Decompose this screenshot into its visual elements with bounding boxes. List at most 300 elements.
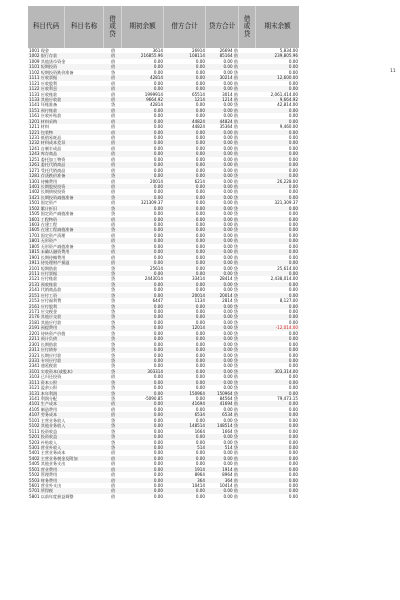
cell-credit-total: 20014 贷 <box>219 292 238 298</box>
cell-debit-total: 0.00 <box>195 129 205 135</box>
cell-direction: 借 <box>110 466 116 472</box>
cell-opening-balance: 0.00 <box>153 222 163 227</box>
cell-direction: 借 <box>110 200 116 206</box>
cell-credit-total: 0.00 贷 <box>223 243 238 249</box>
cell-credit-total: 0.00 贷 <box>223 341 238 347</box>
cell-debit-total: 514 <box>197 444 205 450</box>
cell-opening-balance: 0.00 <box>153 466 163 472</box>
cell-opening-balance: 0.00 <box>153 488 163 494</box>
cell-closing-balance: 12,600.00 <box>277 75 298 81</box>
cell-opening-balance: 0.00 <box>153 151 163 157</box>
cell-closing-balance: 0.00 <box>288 379 298 385</box>
cell-debit-total: 0.00 <box>195 357 205 363</box>
cell-opening-balance: 0.00 <box>153 183 163 189</box>
cell-opening-balance: 0.00 <box>153 156 163 162</box>
cell-credit-total: 0.00 贷 <box>223 205 238 211</box>
cell-opening-balance: 0.00 <box>153 483 163 488</box>
cell-opening-balance: 0.00 <box>153 319 163 325</box>
cell-credit-total: 0.00 贷 <box>223 194 238 200</box>
cell-direction: 贷 <box>110 396 116 401</box>
cell-account: 1101 短期投资 <box>29 64 58 70</box>
cell-direction: 借 <box>110 232 116 238</box>
cell-debit-total: 20014 <box>191 292 205 298</box>
cell-opening-balance: 0.00 <box>153 493 163 499</box>
cell-debit-total: 0.00 <box>195 341 205 347</box>
cell-credit-total: 0.00 贷 <box>223 330 238 336</box>
table-row <box>28 494 299 499</box>
cell-credit-total: 0.00 贷 <box>223 417 238 423</box>
cell-opening-balance: 0.00 <box>153 205 163 211</box>
cell-opening-balance: 0.00 <box>153 243 163 249</box>
cell-credit-total: 0.00 贷 <box>223 379 238 385</box>
cell-direction: 贷 <box>110 281 116 287</box>
cell-credit-total: 0.00 借 <box>223 222 238 227</box>
cell-credit-total: 0.00 借 <box>223 450 238 456</box>
cell-debit-total: 0.00 <box>195 336 205 342</box>
cell-opening-balance: 0.00 <box>153 189 163 195</box>
cell-opening-balance: 0.00 <box>153 270 163 276</box>
cell-credit-total: 0.00 贷 <box>223 357 238 363</box>
cell-closing-balance: 0.00 <box>288 385 298 391</box>
cell-direction: 借 <box>110 162 116 168</box>
cell-opening-balance: 0.00 <box>153 69 163 75</box>
cell-debit-total: 12014 <box>191 325 205 331</box>
cell-account: 5301 营业外收入 <box>29 444 62 450</box>
cell-closing-balance: 0.00 <box>288 162 298 168</box>
cell-credit-total: 0.00 贷 <box>223 347 238 353</box>
cell-debit-total: 0.00 <box>195 303 205 309</box>
cell-direction: 贷 <box>110 194 116 200</box>
cell-account: 3111 资本公积 <box>29 379 58 385</box>
cell-debit-total: 0.00 <box>195 107 205 113</box>
cell-account: 1243 库存商品 <box>29 151 58 157</box>
cell-direction: 借 <box>110 488 116 494</box>
cell-opening-balance: 0.00 <box>153 423 163 429</box>
cell-credit-total: 0.00 贷 <box>223 319 238 325</box>
cell-closing-balance: 0.00 <box>288 232 298 238</box>
header-direction-opening: 借 或 贷 <box>104 6 122 48</box>
header-account-code: 科目代码 <box>28 6 65 48</box>
cell-credit-total: 0.00 贷 <box>223 265 238 271</box>
cell-credit-total: 0.00 借 <box>223 113 238 119</box>
cell-account: 1815 未确认融资费用 <box>29 249 70 255</box>
cell-direction: 贷 <box>110 292 116 298</box>
cell-opening-balance: 0.00 <box>153 118 163 124</box>
cell-opening-balance: 0.00 <box>153 249 163 255</box>
cell-debit-total: 0.00 <box>195 86 205 92</box>
cell-closing-balance: 0.00 <box>288 156 298 162</box>
cell-closing-balance: 0.00 <box>288 472 298 478</box>
cell-account: 2331 专项应付款 <box>29 357 62 363</box>
cell-closing-balance: 0.00 <box>288 488 298 494</box>
cell-debit-total: 44824 <box>191 124 205 130</box>
cell-account: 2211 预计负债 <box>29 336 58 342</box>
cell-direction: 借 <box>110 401 116 407</box>
cell-debit-total: 0.00 <box>195 211 205 217</box>
cell-debit-total: 0.00 <box>195 69 205 75</box>
cell-closing-balance: 0.00 <box>288 444 298 450</box>
cell-opening-balance: 0.00 <box>153 227 163 233</box>
cell-credit-total: 0.00 借 <box>223 151 238 157</box>
cell-direction: 借 <box>110 178 116 184</box>
cell-direction: 贷 <box>110 336 116 342</box>
cell-account: 1301 待摊费用 <box>29 178 58 184</box>
cell-direction: 借 <box>110 48 116 53</box>
cell-debit-total: 0.00 <box>195 309 205 314</box>
cell-closing-balance: 0.00 <box>288 406 298 412</box>
cell-closing-balance: 0.00 <box>288 118 298 124</box>
cell-direction: 贷 <box>110 417 116 423</box>
cell-opening-balance: 0.00 <box>153 428 163 434</box>
cell-direction: 贷 <box>110 325 116 331</box>
cell-direction: 贷 <box>110 314 116 320</box>
cell-closing-balance: 42,814.00 <box>277 102 298 108</box>
cell-closing-balance: 0.00 <box>288 330 298 336</box>
cell-direction: 借 <box>110 412 116 418</box>
cell-debit-total: 0.00 <box>195 461 205 467</box>
cell-credit-total: 1664 贷 <box>222 428 238 434</box>
cell-account: 3141 利润分配 <box>29 396 58 401</box>
cell-direction: 贷 <box>110 265 116 271</box>
cell-closing-balance: 0.00 <box>288 194 298 200</box>
cell-direction: 贷 <box>110 309 116 314</box>
cell-direction: 借 <box>110 249 116 255</box>
cell-credit-total: 0.00 借 <box>223 58 238 64</box>
cell-direction: 借 <box>110 167 116 173</box>
cell-opening-balance: 0.00 <box>153 385 163 391</box>
cell-account: 1151 预付账款 <box>29 107 58 113</box>
cell-credit-total: 0.00 贷 <box>223 325 238 331</box>
cell-direction: 贷 <box>110 347 116 353</box>
cell-debit-total: 0.00 <box>195 270 205 276</box>
cell-account: 2121 应付账款 <box>29 276 58 282</box>
cell-closing-balance: 8,127.00 <box>279 298 298 304</box>
cell-debit-total: 0.00 <box>195 260 205 266</box>
cell-opening-balance: 0.00 <box>153 406 163 412</box>
cell-direction: 借 <box>110 260 116 266</box>
header-closing-balance: 期末余额 <box>264 22 291 31</box>
cell-opening-balance: 0.00 <box>153 363 163 369</box>
cell-opening-balance: 0.00 <box>153 86 163 92</box>
cell-direction: 借 <box>110 145 116 151</box>
cell-credit-total: 0.00 贷 <box>223 303 238 309</box>
cell-credit-total: 41694 借 <box>219 401 238 407</box>
cell-credit-total: 85164 借 <box>219 53 238 59</box>
cell-opening-balance: 6447 <box>152 298 163 304</box>
cell-credit-total: 0.00 借 <box>223 260 238 266</box>
cell-debit-total: 0.00 <box>195 493 205 499</box>
cell-opening-balance: 0.00 <box>153 379 163 385</box>
cell-opening-balance: 0.00 <box>153 434 163 440</box>
cell-opening-balance: 0.00 <box>153 417 163 423</box>
cell-direction: 贷 <box>110 69 116 75</box>
cell-opening-balance: 0.00 <box>153 390 163 396</box>
cell-debit-total: 0.00 <box>195 368 205 374</box>
cell-debit-total: 0.00 <box>195 439 205 445</box>
cell-credit-total: 0.00 贷 <box>223 173 238 179</box>
cell-account: 1401 长期股权投资 <box>29 183 66 189</box>
cell-credit-total: 0.00 贷 <box>223 336 238 342</box>
cell-opening-balance: 0.00 <box>153 401 163 407</box>
cell-credit-total: 364 借 <box>224 477 238 483</box>
cell-closing-balance: 0.00 <box>288 238 298 244</box>
cell-credit-total: 0.00 贷 <box>223 434 238 440</box>
cell-direction: 借 <box>110 64 116 70</box>
cell-credit-total: 0.00 借 <box>223 162 238 168</box>
cell-credit-total: 28414 贷 <box>219 276 238 282</box>
cell-opening-balance: 0.00 <box>153 347 163 353</box>
cell-closing-balance: 0.00 <box>288 357 298 363</box>
cell-opening-balance: 0.00 <box>153 444 163 450</box>
cell-account: 2153 应付福利费 <box>29 298 62 304</box>
cell-closing-balance: 0.00 <box>288 227 298 233</box>
cell-account: 2151 应付工资 <box>29 292 58 298</box>
cell-opening-balance: 0.00 <box>153 80 163 86</box>
cell-closing-balance: 0.00 <box>288 341 298 347</box>
cell-credit-total: 0.00 借 <box>223 107 238 113</box>
cell-account: 2341 递延税款 <box>29 363 58 369</box>
cell-credit-total: 0.00 借 <box>223 406 238 412</box>
cell-credit-total: 0.00 借 <box>223 461 238 467</box>
cell-account: 2321 长期应付款 <box>29 352 62 358</box>
cell-direction: 借 <box>110 86 116 92</box>
cell-debit-total: 1914 <box>194 466 205 472</box>
cell-opening-balance: 0.00 <box>153 330 163 336</box>
cell-debit-total: 6214 <box>194 178 205 184</box>
cell-debit-total: 0.00 <box>195 113 205 119</box>
cell-account: 2201 待转资产价值 <box>29 330 66 336</box>
cell-credit-total: 0.00 借 <box>223 374 238 380</box>
cell-closing-balance: 0.00 <box>288 189 298 195</box>
cell-closing-balance: 0.00 <box>288 428 298 434</box>
cell-credit-total: 0.00 贷 <box>223 363 238 369</box>
table-header <box>28 6 299 48</box>
cell-opening-balance: 0.00 <box>153 238 163 244</box>
cell-opening-balance: 303314 <box>147 368 163 374</box>
cell-direction: 借 <box>110 58 116 64</box>
cell-account: 5501 营业费用 <box>29 466 58 472</box>
cell-closing-balance: 303,314.00 <box>274 368 298 374</box>
header-debit-total: 借方合计 <box>164 6 206 48</box>
cell-opening-balance: 0.00 <box>153 58 163 64</box>
cell-opening-balance: 0.00 <box>153 374 163 380</box>
cell-opening-balance: 0.00 <box>153 173 163 179</box>
cell-closing-balance: 0.00 <box>288 281 298 287</box>
cell-direction: 借 <box>110 53 116 59</box>
cell-closing-balance: 0.00 <box>288 254 298 260</box>
table-body <box>28 48 299 499</box>
cell-credit-total: 0.00 贷 <box>223 281 238 287</box>
cell-account: 1131 应收账款 <box>29 91 58 97</box>
cell-credit-total: 0.00 贷 <box>223 227 238 233</box>
cell-account: 1211 材料 <box>29 124 49 130</box>
cell-account: 1501 固定资产 <box>29 200 58 206</box>
cell-closing-balance: 0.00 <box>288 173 298 179</box>
cell-closing-balance: 0.00 <box>288 216 298 222</box>
cell-debit-total: 33414 <box>191 276 205 282</box>
cell-opening-balance: 0.00 <box>153 325 163 331</box>
cell-account: 1241 自制半成品 <box>29 145 62 151</box>
cell-account: 4101 生产成本 <box>29 401 58 407</box>
cell-direction: 贷 <box>110 341 116 347</box>
cell-opening-balance: 0.00 <box>153 292 163 298</box>
cell-closing-balance: 0.00 <box>288 243 298 249</box>
cell-direction: 借 <box>110 124 116 130</box>
cell-debit-total: 0.00 <box>195 135 205 140</box>
cell-direction: 借 <box>110 254 116 260</box>
cell-account: 1505 固定资产减值准备 <box>29 211 74 217</box>
cell-closing-balance: 0.00 <box>288 270 298 276</box>
cell-direction: 贷 <box>110 102 116 108</box>
cell-opening-balance: 42814 <box>149 102 163 108</box>
cell-direction: 借 <box>110 374 116 380</box>
cell-opening-balance: 0.00 <box>153 211 163 217</box>
cell-direction: 借 <box>110 455 116 461</box>
cell-closing-balance: 0.00 <box>288 107 298 113</box>
cell-debit-total: 65514 <box>191 91 205 97</box>
cell-debit-total: 0.00 <box>195 167 205 173</box>
cell-account: 1111 应收票据 <box>29 75 58 81</box>
cell-account: 2181 其他应付款 <box>29 319 62 325</box>
cell-account: 1805 无形资产减值准备 <box>29 243 74 249</box>
cell-direction: 贷 <box>110 434 116 440</box>
cell-account: 1232 材料成本差异 <box>29 140 66 146</box>
cell-account: 2101 短期借款 <box>29 265 58 271</box>
cell-account: 1603 在建工程 <box>29 222 58 227</box>
cell-debit-total: 0.00 <box>195 200 205 206</box>
cell-direction: 借 <box>110 222 116 227</box>
cell-credit-total: 0.00 借 <box>223 249 238 255</box>
cell-account: 1701 固定资产清理 <box>29 232 66 238</box>
cell-debit-total: 44824 <box>191 118 205 124</box>
cell-account: 2161 应付股利 <box>29 303 58 309</box>
cell-closing-balance: 0.00 <box>288 211 298 217</box>
cell-account: 3131 本年利润 <box>29 390 58 396</box>
cell-credit-total: 148514 贷 <box>216 423 238 429</box>
cell-closing-balance: 0.00 <box>288 483 298 488</box>
cell-account: 5401 主营业务成本 <box>29 450 66 456</box>
cell-closing-balance: 0.00 <box>288 69 298 75</box>
cell-debit-total: 1134 <box>194 298 205 304</box>
cell-direction: 借 <box>110 113 116 119</box>
cell-closing-balance: 2,438,014.00 <box>270 276 298 282</box>
cell-debit-total: 0.00 <box>195 173 205 179</box>
cell-closing-balance: 0.00 <box>288 466 298 472</box>
cell-opening-balance: 25614 <box>149 265 163 271</box>
cell-account: 5503 财务费用 <box>29 477 58 483</box>
cell-account: 1009 其他货币资金 <box>29 58 66 64</box>
cell-account: 5405 其他业务支出 <box>29 461 66 467</box>
cell-closing-balance: 0.00 <box>288 347 298 353</box>
cell-credit-total: 0.00 借 <box>223 129 238 135</box>
cell-opening-balance: 0.00 <box>153 124 163 130</box>
cell-credit-total: 0.00 借 <box>223 64 238 70</box>
cell-debit-total: 0.00 <box>195 287 205 293</box>
cell-debit-total: 0.00 <box>195 64 205 70</box>
cell-account: 5102 其他业务收入 <box>29 423 66 429</box>
cell-account: 1141 坏账准备 <box>29 102 58 108</box>
cell-opening-balance: 0.00 <box>153 140 163 146</box>
cell-account: 1605 在建工程减值准备 <box>29 227 74 233</box>
cell-opening-balance: 0.00 <box>153 162 163 168</box>
cell-account: 5203 补贴收入 <box>29 439 58 445</box>
cell-account: 3121 盈余公积 <box>29 385 58 391</box>
cell-opening-balance: 0.00 <box>153 254 163 260</box>
cell-account: 1102 短期投资跌价准备 <box>29 69 74 75</box>
cell-closing-balance: 5,834.00 <box>279 48 298 53</box>
cell-credit-total: 0.00 借 <box>223 145 238 151</box>
cell-account: 5701 所得税 <box>29 488 54 494</box>
cell-credit-total: 0.00 借 <box>223 156 238 162</box>
cell-debit-total: 0.00 <box>195 374 205 380</box>
cell-closing-balance: 9,460.00 <box>279 124 298 130</box>
cell-debit-total: 41694 <box>191 401 205 407</box>
header-account-name: 科目名称 <box>65 6 104 48</box>
cell-direction: 借 <box>110 80 116 86</box>
cell-opening-balance: 0.00 <box>153 167 163 173</box>
cell-opening-balance: 0.00 <box>153 260 163 266</box>
cell-credit-total: 0.00 贷 <box>223 439 238 445</box>
header-direction-closing: 借 或 贷 <box>239 6 256 48</box>
cell-credit-total: 0.00 贷 <box>223 385 238 391</box>
cell-account: 1901 长期待摊费用 <box>29 254 66 260</box>
cell-closing-balance: 0.00 <box>288 80 298 86</box>
cell-credit-total: 0.00 借 <box>223 488 238 494</box>
cell-direction: 借 <box>110 461 116 467</box>
cell-account: 1251 委托加工物资 <box>29 156 66 162</box>
cell-opening-balance: 0.00 <box>153 232 163 238</box>
cell-debit-total: 0.00 <box>195 58 205 64</box>
cell-debit-total: 0.00 <box>195 238 205 244</box>
cell-credit-total: 0.00 借 <box>223 216 238 222</box>
cell-debit-total: 0.00 <box>195 314 205 320</box>
cell-debit-total: 0.00 <box>195 156 205 162</box>
cell-debit-total: 0.00 <box>195 347 205 353</box>
cell-credit-total: 0.00 借 <box>223 135 238 140</box>
cell-direction: 借 <box>110 189 116 195</box>
cell-direction: 贷 <box>110 439 116 445</box>
cell-direction: 借 <box>110 483 116 488</box>
cell-closing-balance: 0.00 <box>288 336 298 342</box>
cell-account: 2311 应付债券 <box>29 347 58 353</box>
cell-closing-balance: 0.00 <box>288 461 298 467</box>
cell-closing-balance: 0.00 <box>288 222 298 227</box>
cell-debit-total: 1214 <box>194 96 205 102</box>
cell-opening-balance: 0.00 <box>153 472 163 478</box>
cell-account: 1121 应收股利 <box>29 80 58 86</box>
cell-account: 1001 现金 <box>29 48 49 53</box>
cell-direction: 贷 <box>110 363 116 369</box>
cell-opening-balance: 321309.37 <box>140 200 163 206</box>
cell-account: 3101 实收资本(或股本) <box>29 368 73 374</box>
cell-debit-total: 0.00 <box>195 102 205 108</box>
cell-account: 1221 包装物 <box>29 129 54 135</box>
cell-opening-balance: 0.00 <box>153 113 163 119</box>
cell-debit-total: 108114 <box>189 53 205 59</box>
cell-credit-total: 0.00 借 <box>223 455 238 461</box>
cell-closing-balance: 0.00 <box>288 140 298 146</box>
cell-credit-total: 0.00 借 <box>223 189 238 195</box>
cell-account: 1421 长期投资减值准备 <box>29 194 74 200</box>
cell-direction: 借 <box>110 216 116 222</box>
cell-debit-total: 0.00 <box>195 183 205 189</box>
cell-debit-total: 8964 <box>194 472 205 478</box>
cell-opening-balance: 0.00 <box>153 135 163 140</box>
cell-closing-balance: 0.00 <box>288 260 298 266</box>
cell-direction: 借 <box>110 156 116 162</box>
cell-opening-balance: 216855.96 <box>140 53 163 59</box>
cell-credit-total: 0.00 贷 <box>223 352 238 358</box>
